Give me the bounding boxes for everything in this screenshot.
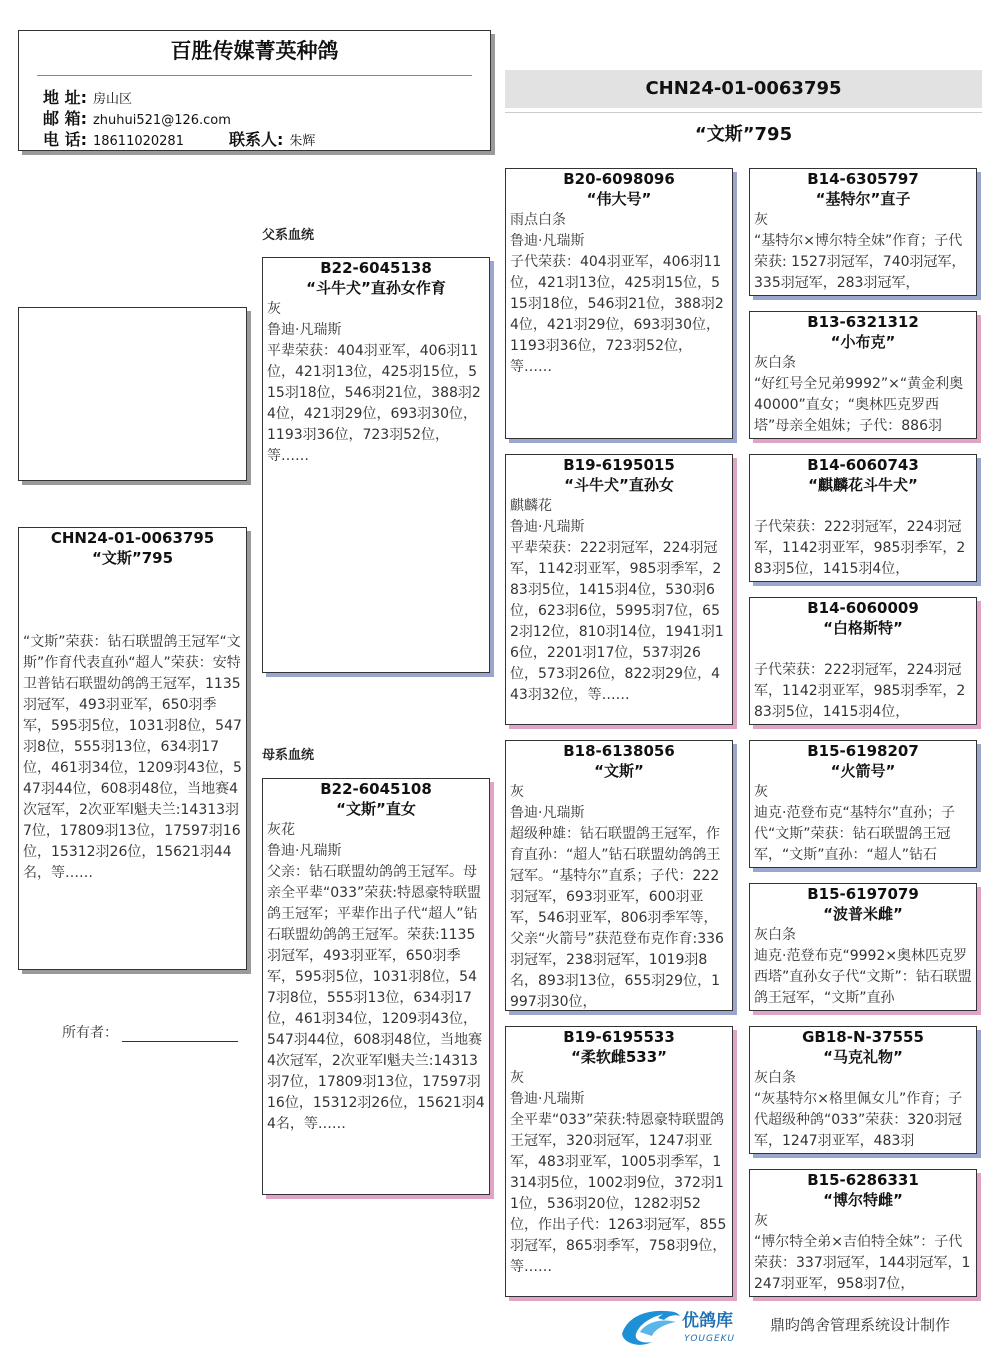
contact-label: 联系人: [229, 130, 284, 149]
pedigree-ring: B14-6305797 [807, 170, 919, 188]
pedigree-description: 超级种雄：钻石联盟鸽王冠军，作育直孙：“超人”钻石联盟幼鸽鸽王冠军。“基特尔”直系；子代：222羽冠军，693羽亚军，600羽亚军，546羽亚军，806羽季军等，父亲“火箭号”获范登布克作育:336羽冠军，238羽冠军，1019羽8名，893羽13位，655羽29位，1997羽30位， [510, 826, 724, 1010]
pedigree-name: “柔软雌533” [570, 1048, 668, 1066]
pedigree-color: 灰白条 [754, 1070, 796, 1086]
great-grandparent-card [749, 740, 977, 868]
pedigree-ring: B20-6098096 [563, 170, 675, 188]
sire-ring: B22-6045138 [320, 259, 432, 277]
pedigree-description: 子代荣获：404羽亚军，406羽11位，421羽13位，425羽15位，515羽18位，546羽21位，388羽24位，421羽29位，693羽30位，1193羽36位，723羽52位，等…… [510, 254, 724, 375]
pedigree-name: “基特尔”直子 [815, 190, 911, 208]
pedigree-ring: B15-6198207 [807, 742, 919, 760]
pedigree-color: 麒麟花 [510, 498, 552, 514]
pedigree-name: “麒麟花斗牛犬” [808, 476, 918, 494]
subject-ring: CHN24-01-0063795 [50, 529, 215, 547]
pedigree-name: “马克礼物” [823, 1048, 903, 1066]
dam-color: 灰花 [267, 822, 295, 838]
great-grandparent-card [749, 454, 977, 582]
pedigree-color [750, 496, 976, 517]
pedigree-ring: B19-6195015 [563, 456, 675, 474]
pedigree-description: 平辈荣获：222羽冠军，224羽冠军，1142羽亚军，985羽季军，283羽5位，1415羽4位，530羽6位，623羽6位，5995羽7位，652羽12位，810羽14位，1941羽16位，2201羽17位，537羽26位，573羽26位，822羽29位，443羽32位，等…… [510, 540, 724, 703]
subject-name-heading: “文斯”795 [694, 124, 793, 145]
sire-name: “斗牛犬”直孙女作育 [306, 279, 446, 297]
contact-line [229, 127, 315, 150]
pedigree-name: “小布克” [830, 333, 896, 351]
email-line [43, 106, 231, 129]
great-grandparent-card [749, 1169, 977, 1297]
granddam-paternal-card [505, 454, 733, 725]
subject-ring-band: CHN24-01-0063795 [505, 70, 982, 108]
loft-header [18, 30, 491, 151]
pedigree-ring: B19-6195533 [563, 1028, 675, 1046]
pigeon-photo-frame [18, 307, 247, 481]
pedigree-description: 全平辈“033”荣获:特恩豪特联盟鸽王冠军，320羽冠军，1247羽亚军，483羽亚军，1005羽季军，1314羽5位，1002羽9位，372羽11位，536羽20位，1282羽52位，作出子代：1263羽冠军，855羽冠军，865羽季军，758羽9位，等…… [510, 1112, 727, 1275]
subject-description: “文斯”荣获：钻石联盟鸽王冠军“文斯”作育代表直孙“超人”荣获：安特卫普钻石联盟幼鸽鸽王冠军，1135羽冠军，493羽亚军，650羽季军，595羽5位，1031羽8位，547羽8位，555羽13位，634羽17位，461羽34位，1209羽43位，547羽44位，608羽48位，当地赛4次冠军，2次亚军l魁夫兰:14313羽7位，17809羽13位，17597羽16位，15312羽26位，15621羽44名，等…… [23, 634, 242, 881]
great-grandparent-card [749, 597, 977, 725]
pedigree-strain: 鲁迪·凡瑞斯 [510, 233, 585, 249]
dam-description: 父亲：钻石联盟幼鸽鸽王冠军。母亲全平辈“033”荣获:特恩豪特联盟鸽王冠军；平辈作出子代“超人”钻石联盟幼鸽鸽王冠军。荣获:1135羽冠军，493羽亚军，650羽季军，595羽5位，1031羽8位，547羽8位，555羽13位，634羽17位，461羽34位，1209羽43位，547羽44位，608羽48位，当地赛4次冠军，2次亚军l魁夫兰:14313羽7位，17809羽13位，17597羽16位，15312羽26位，15621羽44名，等…… [267, 864, 485, 1132]
pedigree-strain: 鲁迪·凡瑞斯 [510, 519, 585, 535]
pedigree-name: “白格斯特” [823, 619, 903, 637]
footer-credit: 鼎昀鸽舍管理系统设计制作 [770, 1316, 951, 1334]
dam-strain: 鲁迪·凡瑞斯 [267, 843, 342, 859]
pedigree-name: “火箭号” [830, 762, 896, 780]
pedigree-name: “文斯” [594, 762, 644, 780]
dam-ring: B22-6045108 [320, 780, 432, 798]
grandsire-maternal-card [505, 740, 733, 1011]
pedigree-description: 迪克·范登布克“9992×奥林匹克罗西塔”直孙女子代“文斯”：钻石联盟鸽王冠军，“文斯”直孙 [754, 948, 972, 1006]
address-line [43, 85, 132, 108]
pigeon-swirl-icon [618, 1304, 748, 1348]
phone-line [43, 127, 184, 150]
header-divider [37, 75, 472, 76]
great-grandparent-card [749, 883, 977, 1011]
paternal-label: 父系血统 [262, 228, 315, 243]
pedigree-description: “灰基特尔×格里佩女儿”作育；子代超级种鸽“033”荣获：320羽冠军，1247羽亚军，483羽 [754, 1091, 963, 1149]
logo-text: 优鸽库 [682, 1311, 733, 1331]
sire-strain: 鲁迪·凡瑞斯 [267, 322, 342, 338]
pedigree-name: “伟大号” [586, 190, 652, 208]
pedigree-ring: GB18-N-37555 [802, 1028, 924, 1046]
pedigree-color: 灰 [510, 1070, 524, 1086]
address-label: 地 址: [43, 88, 87, 107]
great-grandparent-card [749, 1026, 977, 1154]
great-grandparent-card [749, 311, 977, 439]
pedigree-color: 灰 [754, 212, 768, 228]
pedigree-name: “博尔特雌” [823, 1191, 903, 1209]
email-value: zhuhui521@126.com [92, 113, 231, 128]
pedigree-description: “博尔特全弟×吉伯特全妹”：子代荣获：337羽冠军，144羽冠军，1247羽亚军，958羽7位， [754, 1234, 971, 1292]
pedigree-name: “斗牛犬”直孙女 [564, 476, 674, 494]
pedigree-description: “基特尔×博尔特全妹”作育；子代荣获: 1527羽冠军，740羽冠军，335羽冠军，283羽冠军， [754, 233, 966, 291]
granddam-maternal-card [505, 1026, 733, 1297]
grandsire-paternal-card [505, 168, 733, 439]
subject-name: “文斯”795 [91, 549, 174, 567]
pedigree-name: “波普米雌” [823, 905, 903, 923]
subject-band-divider [505, 112, 982, 113]
yougeku-logo [618, 1304, 748, 1348]
owner-line [62, 1022, 238, 1042]
owner-label: 所有者： [62, 1025, 118, 1041]
sire-card [262, 257, 490, 673]
pedigree-ring: B18-6138056 [563, 742, 675, 760]
owner-blank [122, 1027, 238, 1042]
pedigree-color: 灰 [754, 1213, 768, 1229]
pedigree-ring: B14-6060743 [807, 456, 919, 474]
contact-value: 朱辉 [289, 134, 316, 149]
email-label: 邮 箱: [43, 109, 87, 128]
pedigree-color: 灰白条 [754, 355, 796, 371]
pedigree-ring: B14-6060009 [807, 599, 919, 617]
pedigree-color: 雨点白条 [510, 212, 566, 228]
sire-description: 平辈荣获：404羽亚军，406羽11位，421羽13位，425羽15位，515羽18位，546羽21位，388羽24位，421羽29位，693羽30位，1193羽36位，723羽52位，等…… [267, 343, 481, 464]
pedigree-color: 灰 [510, 784, 524, 800]
pedigree-color: 灰白条 [754, 927, 796, 943]
pedigree-description: “好红号全兄弟9992”×“黄金利奥40000”直女；“奥林匹克罗西塔”母亲全姐妹；子代：886羽 [754, 376, 964, 434]
dam-name: “文斯”直女 [336, 800, 416, 818]
logo-subtext: YOUGEKU [684, 1334, 736, 1344]
loft-title: 百胜传媒菁英种鸽 [170, 39, 339, 63]
pedigree-description: 子代荣获：222羽冠军，224羽冠军，1142羽亚军，985羽季军，283羽5位，1415羽4位， [754, 519, 966, 577]
pedigree-description: 迪克·范登布克“基特尔”直孙；子代“文斯”荣获：钻石联盟鸽王冠军，“文斯”直孙：“超人”钻石 [754, 805, 955, 863]
pedigree-ring: B13-6321312 [807, 313, 919, 331]
subject-card [18, 527, 247, 970]
great-grandparent-card [749, 168, 977, 296]
pedigree-description: 子代荣获：222羽冠军，224羽冠军，1142羽亚军，985羽季军，283羽5位，1415羽4位， [754, 662, 966, 720]
address-value: 房山区 [92, 92, 132, 107]
pedigree-strain: 鲁迪·凡瑞斯 [510, 805, 585, 821]
sire-color: 灰 [267, 301, 281, 317]
pedigree-ring: B15-6286331 [807, 1171, 919, 1189]
pedigree-color [750, 639, 976, 660]
pedigree-strain: 鲁迪·凡瑞斯 [510, 1091, 585, 1107]
pedigree-ring: B15-6197079 [807, 885, 919, 903]
maternal-label: 母系血统 [262, 748, 315, 763]
dam-card [262, 778, 490, 1195]
pedigree-color: 灰 [754, 784, 768, 800]
phone-value: 18611020281 [92, 134, 184, 149]
phone-label: 电 话: [43, 130, 87, 149]
